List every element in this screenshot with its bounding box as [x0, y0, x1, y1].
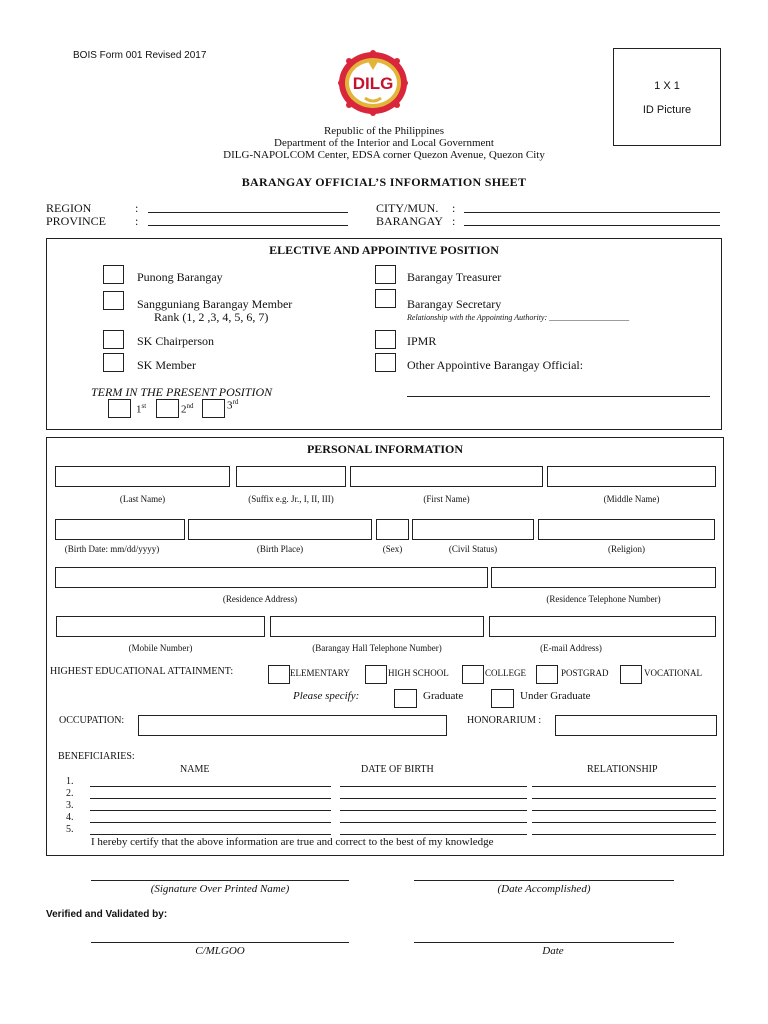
- city-colon: :: [452, 201, 456, 215]
- elementary-label: ELEMENTARY: [290, 668, 350, 678]
- province-label: PROVINCE: [46, 214, 107, 228]
- last-name-field[interactable]: [55, 466, 230, 487]
- birth-date-field[interactable]: [55, 519, 185, 540]
- row-number: 2.: [66, 788, 74, 799]
- ipmr-label: IPMR: [407, 334, 437, 348]
- education-label: HIGHEST EDUCATIONAL ATTAINMENT:: [50, 666, 234, 677]
- verification-date-line[interactable]: [414, 942, 674, 943]
- middle-name-label: (Middle Name): [603, 494, 660, 504]
- row-number: 1.: [66, 776, 74, 787]
- suffix-field[interactable]: [236, 466, 346, 487]
- under-graduate-checkbox[interactable]: [491, 689, 514, 708]
- sk-member-checkbox[interactable]: [103, 353, 124, 372]
- beneficiary-relationship-field[interactable]: [532, 798, 716, 799]
- residence-phone-field[interactable]: [491, 567, 716, 588]
- beneficiary-relationship-field[interactable]: [532, 834, 716, 835]
- form-code: BOIS Form 001 Revised 2017: [73, 50, 207, 61]
- occupation-field[interactable]: [138, 715, 447, 736]
- term-3rd-checkbox[interactable]: [202, 399, 225, 418]
- ipmr-checkbox[interactable]: [375, 330, 396, 349]
- religion-label: (Religion): [608, 544, 645, 554]
- treasurer-checkbox[interactable]: [375, 265, 396, 284]
- sex-label: (Sex): [382, 544, 403, 554]
- barangay-colon: :: [452, 214, 456, 228]
- beneficiary-name-field[interactable]: [90, 834, 331, 835]
- beneficiary-relationship-field[interactable]: [532, 822, 716, 823]
- first-name-label: (First Name): [423, 494, 470, 504]
- address-line: DILG-NAPOLCOM Center, EDSA corner Quezon Avenue, Quezon City: [223, 149, 545, 161]
- region-label: REGION: [46, 201, 92, 215]
- row-number: 3.: [66, 800, 74, 811]
- form-title: BARANGAY OFFICIAL’S INFORMATION SHEET: [241, 175, 527, 189]
- birth-place-field[interactable]: [188, 519, 372, 540]
- term-1st-label: 1st: [136, 402, 147, 416]
- relationship-note: Relationship with the Appointing Authority: ____________________: [407, 313, 630, 322]
- republic-line: Republic of the Philippines: [323, 125, 445, 137]
- secretary-checkbox[interactable]: [375, 289, 396, 308]
- row-number: 4.: [66, 812, 74, 823]
- sk-member-label: SK Member: [137, 358, 196, 372]
- punong-barangay-checkbox[interactable]: [103, 265, 124, 284]
- term-label: TERM IN THE PRESENT POSITION: [91, 385, 273, 399]
- email-field[interactable]: [489, 616, 716, 637]
- high-school-label: HIGH SCHOOL: [388, 668, 449, 678]
- certification-statement: I hereby certify that the above information are true and correct to the best of my knowledge: [91, 836, 494, 848]
- punong-barangay-label: Punong Barangay: [137, 270, 223, 284]
- hall-phone-field[interactable]: [270, 616, 484, 637]
- residence-address-field[interactable]: [55, 567, 488, 588]
- postgrad-label: POSTGRAD: [561, 668, 609, 678]
- residence-address-label: (Residence Address): [222, 594, 298, 604]
- province-field[interactable]: [148, 225, 348, 226]
- first-name-field[interactable]: [350, 466, 543, 487]
- civil-status-field[interactable]: [412, 519, 534, 540]
- mobile-label: (Mobile Number): [128, 643, 193, 653]
- province-colon: :: [135, 214, 139, 228]
- clmgoo-label: C/MLGOO: [195, 945, 245, 957]
- birth-date-label: (Birth Date: mm/dd/yyyy): [64, 544, 160, 554]
- term-1st-checkbox[interactable]: [108, 399, 131, 418]
- last-name-label: (Last Name): [119, 494, 166, 504]
- college-label: COLLEGE: [485, 668, 526, 678]
- position-section-title: ELECTIVE AND APPOINTIVE POSITION: [269, 243, 499, 257]
- sex-field[interactable]: [376, 519, 409, 540]
- religion-field[interactable]: [538, 519, 715, 540]
- sk-chairperson-checkbox[interactable]: [103, 330, 124, 349]
- signature-line[interactable]: [91, 880, 349, 881]
- date-accomplished-label: (Date Accomplished): [497, 883, 591, 895]
- hall-phone-label: (Barangay Hall Telephone Number): [312, 643, 442, 653]
- city-field[interactable]: [464, 212, 720, 213]
- secretary-label: Barangay Secretary: [407, 297, 502, 311]
- region-field[interactable]: [148, 212, 348, 213]
- elementary-checkbox[interactable]: [268, 665, 290, 684]
- dilg-logo: [331, 48, 415, 118]
- barangay-label: BARANGAY: [376, 214, 443, 228]
- personal-section-title: PERSONAL INFORMATION: [306, 442, 464, 456]
- logo-text: DILG: [352, 74, 394, 93]
- id-picture-size: 1 X 1: [654, 80, 680, 92]
- id-picture-label: ID Picture: [642, 104, 692, 116]
- beneficiary-relationship-field[interactable]: [532, 786, 716, 787]
- signature-label: (Signature Over Printed Name): [150, 883, 290, 895]
- barangay-field[interactable]: [464, 225, 720, 226]
- vocational-label: VOCATIONAL: [644, 668, 702, 678]
- sanggunian-member-label: Sangguniang Barangay Member: [137, 297, 293, 311]
- beneficiary-relationship-field[interactable]: [532, 810, 716, 811]
- college-checkbox[interactable]: [462, 665, 484, 684]
- beneficiary-name-field[interactable]: [90, 798, 331, 799]
- under-graduate-label: Under Graduate: [520, 690, 591, 702]
- clmgoo-signature-line[interactable]: [91, 942, 349, 943]
- col-relationship-header: RELATIONSHIP: [587, 764, 658, 775]
- mobile-field[interactable]: [56, 616, 265, 637]
- beneficiary-dob-field[interactable]: [340, 834, 527, 835]
- suffix-label: (Suffix e.g. Jr., I, II, III): [248, 494, 334, 504]
- row-number: 5.: [66, 824, 74, 835]
- middle-name-field[interactable]: [547, 466, 716, 487]
- other-appointive-checkbox[interactable]: [375, 353, 396, 372]
- vocational-checkbox[interactable]: [620, 665, 642, 684]
- other-appointive-field[interactable]: [407, 396, 710, 397]
- beneficiary-dob-field[interactable]: [340, 798, 527, 799]
- region-colon: :: [135, 201, 139, 215]
- department-line: Department of the Interior and Local Government: [274, 137, 494, 149]
- term-2nd-label: 2nd: [181, 402, 194, 416]
- please-specify-label: Please specify:: [293, 690, 360, 702]
- verification-date-label: Date: [542, 945, 564, 957]
- honorarium-field[interactable]: [555, 715, 717, 736]
- rank-label: Rank (1, 2 ,3, 4, 5, 6, 7): [154, 310, 269, 324]
- email-label: (E-mail Address): [540, 643, 602, 653]
- sk-chairperson-label: SK Chairperson: [137, 334, 214, 348]
- date-accomplished-line[interactable]: [414, 880, 674, 881]
- postgrad-checkbox[interactable]: [536, 665, 558, 684]
- honorarium-label: HONORARIUM :: [467, 715, 542, 726]
- term-2nd-checkbox[interactable]: [156, 399, 179, 418]
- birth-place-label: (Birth Place): [256, 544, 304, 554]
- beneficiary-dob-field[interactable]: [340, 786, 527, 787]
- beneficiary-dob-field[interactable]: [340, 810, 527, 811]
- col-dob-header: DATE OF BIRTH: [361, 764, 434, 775]
- graduate-label: Graduate: [423, 690, 464, 702]
- high-school-checkbox[interactable]: [365, 665, 387, 684]
- other-appointive-label: Other Appointive Barangay Official:: [407, 358, 584, 372]
- occupation-label: OCCUPATION:: [59, 715, 125, 726]
- col-name-header: NAME: [180, 764, 210, 775]
- city-label: CITY/MUN.: [376, 201, 439, 215]
- civil-status-label: (Civil Status): [448, 544, 498, 554]
- residence-phone-label: (Residence Telephone Number): [546, 594, 661, 604]
- verified-label: Verified and Validated by:: [46, 909, 168, 920]
- beneficiary-dob-field[interactable]: [340, 822, 527, 823]
- treasurer-label: Barangay Treasurer: [407, 270, 502, 284]
- term-3rd-label: 3rd: [227, 398, 239, 412]
- graduate-checkbox[interactable]: [394, 689, 417, 708]
- beneficiary-name-field[interactable]: [90, 810, 331, 811]
- beneficiary-name-field[interactable]: [90, 822, 331, 823]
- sanggunian-member-checkbox[interactable]: [103, 291, 124, 310]
- beneficiaries-label: BENEFICIARIES:: [58, 751, 135, 762]
- beneficiary-name-field[interactable]: [90, 786, 331, 787]
